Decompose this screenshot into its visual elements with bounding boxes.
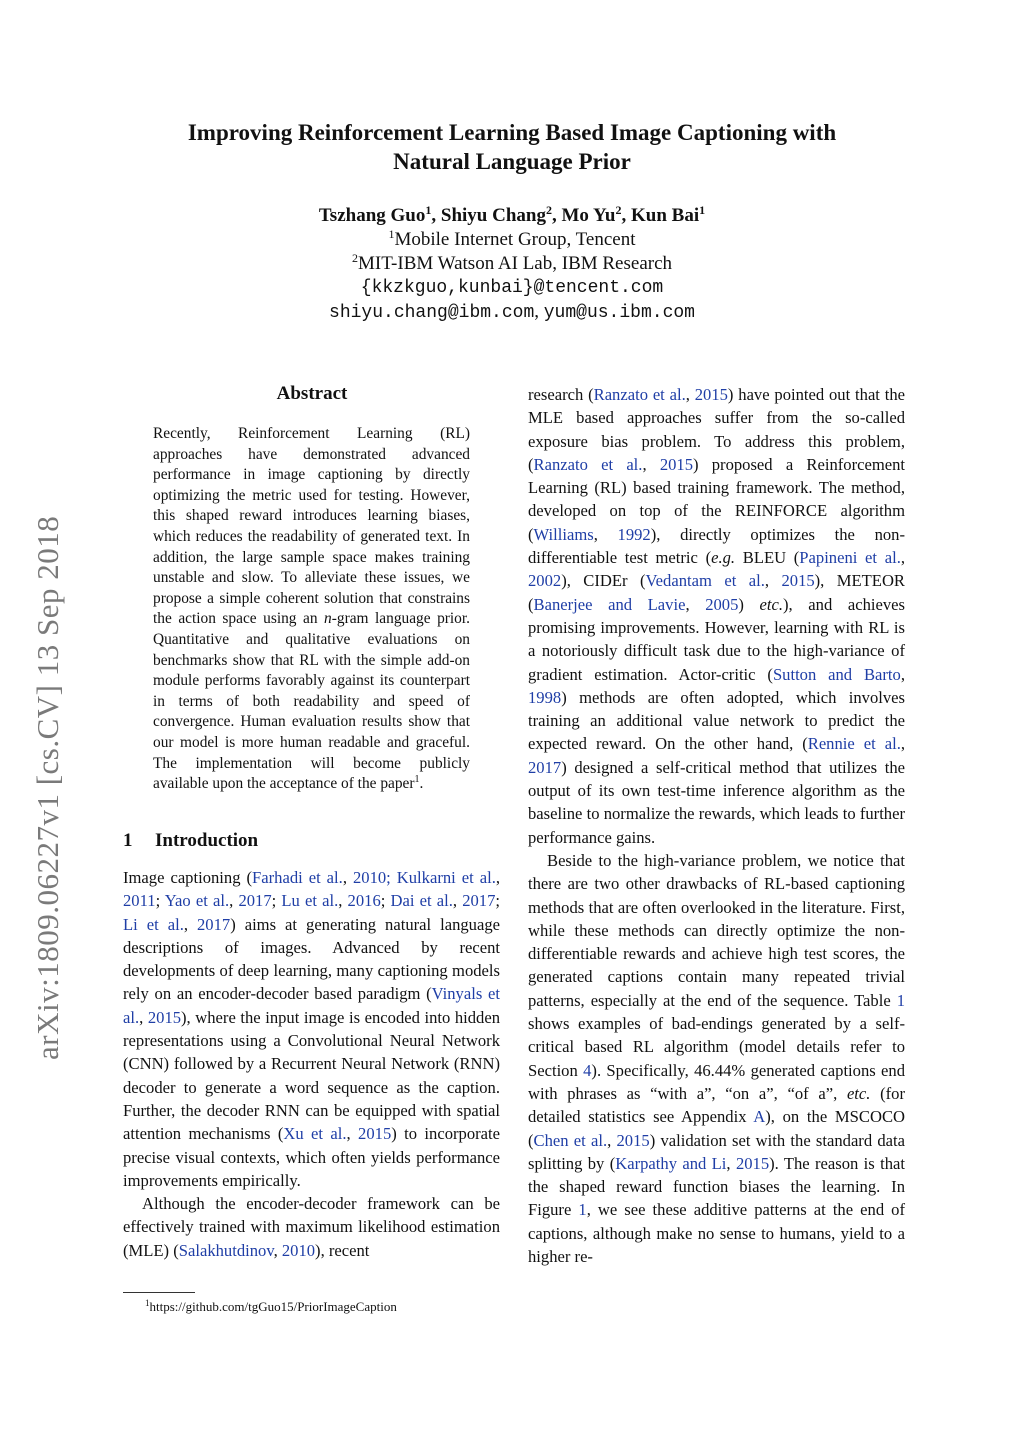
footnote-number: 1 [145, 1298, 150, 1308]
citation-link[interactable]: 2015 [735, 1153, 770, 1173]
citation-link[interactable]: Vedantam et al. [645, 571, 765, 591]
citation-link[interactable]: 1992 [617, 524, 651, 544]
section-number: 1 [123, 830, 133, 851]
author-name: , Kun Bai [621, 205, 700, 226]
citation-link[interactable]: 2002 [528, 571, 562, 591]
paragraph: research (Ranzato et al., 2015) have pointed out that the MLE based approaches suffer from the so-called exposure bias problem. To address this problem, (Ranzato et al., 2015) proposed a Reinforcement Learning (RL) based training framework. The method, developed on top of the REINFORCE algorithm (Williams, 1992), directly optimizes the non-differentiable test metric (e.g. BLEU (Papineni et al., 2002), CIDEr (Vedantam et al., 2015), METEOR (Banerjee and Lavie, 2005) etc.), and achieves promising improvements. However, learning with RL is a notoriously difficult task due to the high-variance of gradient estimation. Actor-critic (Sutton and Barto, 1998) methods are often adopted, which involves training an additional value network to predict the expected reward. On the other hand, (Rennie et al., 2017) designed a self-critical method that utilizes the output of its own test-time inference algorithm as the baseline to normalize the rewards, which leads to further performance gains. [528, 385, 906, 847]
citation-link[interactable]: Xu et al. [283, 1124, 347, 1144]
footnote [145, 1298, 397, 1315]
citation-link[interactable]: Chen et al. [533, 1130, 608, 1150]
email-line-1: {kkzkguo,kunbai}@tencent.com [360, 278, 664, 298]
citation-link[interactable]: Farhadi et al. [252, 868, 343, 887]
citation-link[interactable]: 2016 [347, 891, 381, 911]
citation-link[interactable]: 2005 [705, 594, 739, 614]
citation-link[interactable]: 2010 [281, 1240, 316, 1260]
email-address[interactable]: shiyu.chang@ibm.com [329, 303, 535, 323]
appendix-reference-link[interactable]: A [753, 1107, 766, 1127]
citation-link[interactable]: Karpathy and Li [615, 1153, 727, 1173]
affiliation-mark: 1 [699, 203, 706, 217]
author-name: , Shiyu Chang [431, 205, 546, 226]
citation-link[interactable]: 2017 [197, 914, 231, 934]
section-heading-introduction [123, 830, 258, 852]
citation-link[interactable]: 2011 [123, 891, 156, 911]
citation-link[interactable]: 2015 [147, 1007, 182, 1027]
email-line-2: shiyu.chang@ibm.com, yum@us.ibm.com [329, 301, 695, 323]
footnote-url[interactable]: https://github.com/tgGuo15/PriorImageCaption [149, 1299, 397, 1314]
footnote-marker[interactable]: 1 [414, 774, 420, 786]
right-column-text [528, 383, 905, 1268]
citation-link[interactable]: Rennie et al. [807, 734, 901, 754]
title-line-2: Natural Language Prior [393, 149, 631, 174]
arxiv-identifier-stamp: arXiv:1809.06227v1 [cs.CV] 13 Sep 2018 [30, 515, 65, 1060]
title-line-1: Improving Reinforcement Learning Based Image Captioning with [187, 120, 837, 145]
citation-link[interactable]: Banerjee and Lavie [533, 594, 686, 614]
citation-link[interactable]: Kulkarni et al. [396, 868, 496, 887]
citation-link[interactable]: 2015 [781, 571, 815, 591]
author-name: Tszhang Guo [318, 205, 426, 226]
citation-link[interactable]: Papineni et al. [799, 548, 901, 568]
paragraph: Although the encoder-decoder framework can be effectively trained with maximum likelihood estimation (MLE) (Salakhutdinov, 2010), recent [123, 1194, 500, 1260]
section-title: Introduction [155, 830, 259, 851]
citation-link[interactable]: Dai et al. [390, 891, 453, 911]
citation-link[interactable]: 2017 [528, 757, 562, 777]
table-reference-link[interactable]: 1 [896, 990, 905, 1010]
left-column-text [123, 866, 500, 1262]
affiliation-1: $^1$Mobile Internet Group, Tencent [388, 227, 636, 250]
abstract-body: Recently, Reinforcement Learning (RL) approaches have demonstrated advanced performance in image captioning by directly optimizing the metric used for testing. However, this shaped reward introduces learning biases, which reduces the readability of generated text. In addition, the large sample space makes training unstable and slow. To alleviate these issues, we propose a simple coherent solution that constrains the action space using an n-gram language prior. Quantitative and qualitative evaluations on benchmarks show that RL with the simple add-on module performs favorably against its counterpart in terms of both readability and speed of convergence. Human evaluation results show that our model is more human readable and graceful. The implementation will become publicly available upon the acceptance of the paper$^1$. [153, 425, 470, 793]
citation-link[interactable]: Lu et al. [281, 891, 339, 911]
citation-link[interactable]: Ranzato et al. [533, 454, 643, 474]
affiliation-mark: 2 [615, 203, 622, 217]
affiliation-mark: 1 [425, 203, 432, 217]
figure-reference-link[interactable]: 1 [578, 1200, 587, 1220]
citation-link[interactable]: Vinyals et al. [123, 984, 500, 1027]
citation-link[interactable]: Sutton and Barto [772, 664, 901, 684]
citation-link[interactable]: 2015 [659, 454, 694, 474]
affiliation-mark: 2 [545, 203, 552, 217]
citation-link[interactable]: 2015 [616, 1130, 650, 1150]
citation-link[interactable]: 1998 [528, 687, 562, 707]
affiliation-2: $^2$MIT-IBM Watson AI Lab, IBM Research [351, 251, 673, 274]
citation-link[interactable]: 2017 [238, 891, 272, 911]
author-names [112, 204, 912, 228]
citation-link[interactable]: 2010 [352, 868, 387, 887]
citation-link[interactable]: Williams [533, 524, 594, 544]
abstract-heading: Abstract [276, 383, 348, 404]
citation-link[interactable]: 2015 [694, 385, 728, 404]
paper-title [112, 118, 912, 176]
citation-link[interactable]: Salakhutdinov [178, 1240, 274, 1260]
citation-link[interactable]: Ranzato et al. [593, 385, 686, 404]
author-block [112, 204, 912, 325]
author-name: , Mo Yu [551, 205, 616, 226]
citation-link[interactable]: 2015 [358, 1124, 392, 1144]
citation-link[interactable]: Yao et al. [164, 891, 230, 911]
citation-link[interactable]: 2017 [462, 891, 496, 911]
footnote-divider [123, 1292, 195, 1293]
paragraph: Beside to the high-variance problem, we notice that there are two other drawbacks of RL-based captioning methods that are often overlooked in the literature. First, while these methods can directly optimize the non-differentiable rewards and achieve high test scores, the generated captions contain many repeated trivial patterns, especially at the end of the sequence. Table 1 shows examples of bad-endings generated by a self-critical based RL algorithm (model details refer to Section 4). Specifically, 46.44% generated captions end with phrases as “with a”, “on a”, “of a”, etc. (for detailed statistics see Appendix A), on the MSCOCO (Chen et al., 2015) validation set with the standard data splitting by (Karpathy and Li, 2015). The reason is that the shaped reward function biases the learning. In Figure 1, we see these additive patterns at the end of captions, although make no sense to humans, yield to a higher re- [528, 850, 906, 1266]
email-address[interactable]: yum@us.ibm.com [543, 303, 695, 323]
citation-link[interactable]: Li et al. [123, 914, 184, 934]
paragraph: Image captioning (Farhadi et al., 2010; Kulkarni et al., 2011; Yao et al., 2017; Lu et al., 2016; Dai et al., 2017; Li et al., 2017) aims at generating natural language descriptions of images. Advanced by recent developments of deep learning, many captioning models rely on an encoder-decoder based paradigm (Vinyals et al., 2015), where the input image is encoded into hidden representations using a Convolutional Neural Network (CNN) followed by a Recurrent Neural Network (RNN) decoder to generate a word sequence as the caption. Further, the decoder RNN can be equipped with spatial attention mechanisms (Xu et al., 2015) to incorporate precise visual contexts, which often yields performance improvements empirically. [123, 868, 501, 1190]
section-reference-link[interactable]: 4 [583, 1060, 592, 1080]
